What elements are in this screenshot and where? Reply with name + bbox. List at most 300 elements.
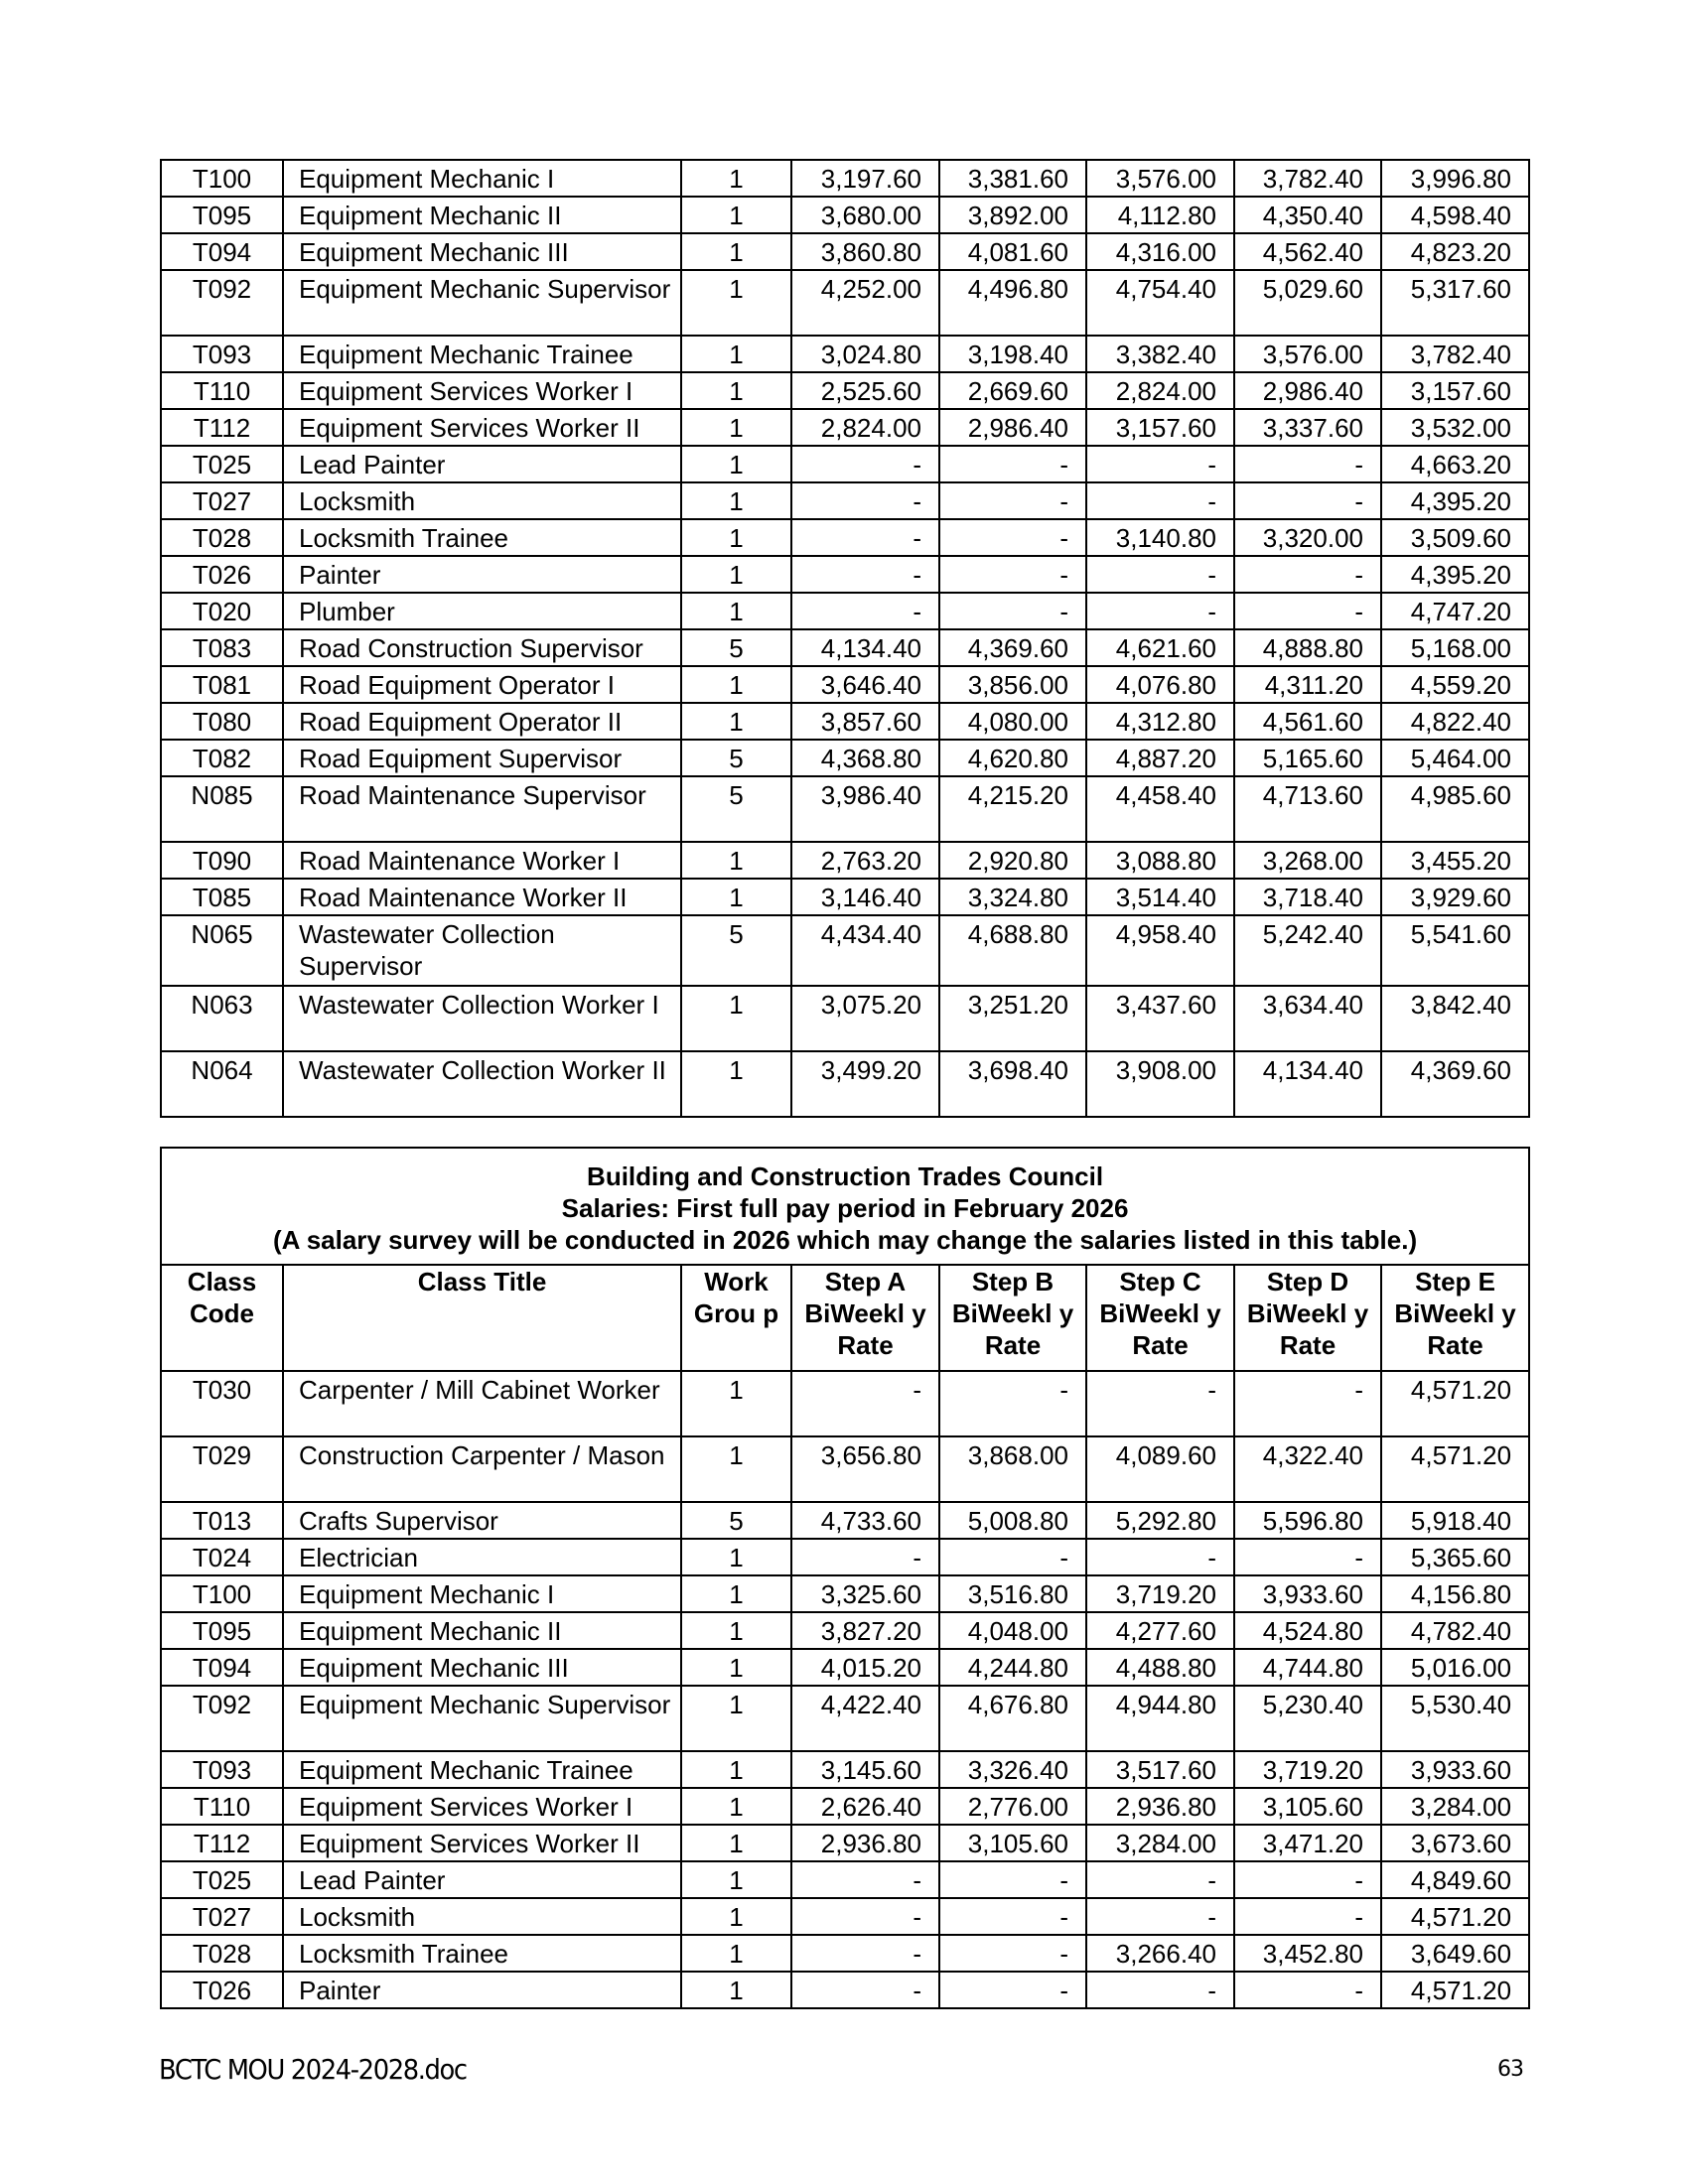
cell-work-group: 5: [681, 915, 791, 986]
cell-step-e: 4,849.60: [1381, 1861, 1529, 1898]
cell-step-c: 5,292.80: [1086, 1502, 1234, 1539]
cell-class-title: Road Maintenance Worker II: [283, 879, 681, 915]
cell-class-title: Locksmith Trainee: [283, 519, 681, 556]
cell-step-d: -: [1234, 1972, 1381, 2008]
cell-step-c: -: [1086, 1539, 1234, 1575]
cell-work-group: 1: [681, 1051, 791, 1117]
cell-work-group: 1: [681, 372, 791, 409]
cell-step-c: 3,284.00: [1086, 1825, 1234, 1861]
salary-table-feb-2026-body: [161, 1371, 1529, 2008]
cell-step-d: -: [1234, 1861, 1381, 1898]
cell-step-c: 4,944.80: [1086, 1686, 1234, 1751]
cell-step-d: 4,744.80: [1234, 1649, 1381, 1686]
cell-class-code: T030: [161, 1371, 283, 1436]
cell-step-c: 3,514.40: [1086, 879, 1234, 915]
cell-step-c: 4,112.80: [1086, 197, 1234, 233]
cell-step-d: 3,719.20: [1234, 1751, 1381, 1788]
cell-step-e: 4,822.40: [1381, 703, 1529, 740]
cell-class-title: Crafts Supervisor: [283, 1502, 681, 1539]
cell-step-c: 4,621.60: [1086, 629, 1234, 666]
table-row: [161, 1972, 1529, 2008]
cell-work-group: 1: [681, 593, 791, 629]
cell-work-group: 1: [681, 519, 791, 556]
cell-step-d: 4,888.80: [1234, 629, 1381, 666]
cell-class-title: Painter: [283, 556, 681, 593]
cell-step-b: 4,244.80: [939, 1649, 1086, 1686]
cell-class-title: Equipment Mechanic II: [283, 197, 681, 233]
cell-step-e: 4,369.60: [1381, 1051, 1529, 1117]
cell-step-e: 5,365.60: [1381, 1539, 1529, 1575]
cell-step-b: 3,856.00: [939, 666, 1086, 703]
cell-step-a: -: [791, 593, 939, 629]
cell-step-b: 5,008.80: [939, 1502, 1086, 1539]
cell-class-title: Equipment Mechanic III: [283, 1649, 681, 1686]
table-caption-row: [161, 1148, 1529, 1265]
cell-step-a: -: [791, 1371, 939, 1436]
caption-survey-note: (A salary survey will be conducted in 2026 which may change the salaries listed in this table.): [273, 1225, 1418, 1255]
cell-step-b: 4,081.60: [939, 233, 1086, 270]
cell-step-d: 3,718.40: [1234, 879, 1381, 915]
cell-step-c: 4,316.00: [1086, 233, 1234, 270]
table-row: [161, 915, 1529, 986]
cell-class-title: Equipment Mechanic Supervisor: [283, 270, 681, 336]
cell-step-a: 3,145.60: [791, 1751, 939, 1788]
cell-step-a: -: [791, 482, 939, 519]
cell-step-a: 3,499.20: [791, 1051, 939, 1117]
cell-work-group: 1: [681, 446, 791, 482]
cell-class-code: T025: [161, 1861, 283, 1898]
cell-work-group: 1: [681, 160, 791, 197]
cell-class-code: T110: [161, 1788, 283, 1825]
salary-table-continued: [160, 159, 1530, 1118]
cell-class-code: T027: [161, 482, 283, 519]
cell-step-a: 3,075.20: [791, 986, 939, 1051]
cell-step-c: 4,887.20: [1086, 740, 1234, 776]
cell-class-code: T112: [161, 409, 283, 446]
cell-work-group: 1: [681, 1751, 791, 1788]
cell-work-group: 5: [681, 629, 791, 666]
cell-step-c: -: [1086, 1898, 1234, 1935]
cell-step-d: 4,524.80: [1234, 1612, 1381, 1649]
cell-class-title: Equipment Mechanic III: [283, 233, 681, 270]
cell-step-c: 4,076.80: [1086, 666, 1234, 703]
cell-step-e: 4,747.20: [1381, 593, 1529, 629]
cell-step-b: -: [939, 556, 1086, 593]
cell-class-title: Locksmith: [283, 1898, 681, 1935]
header-step-e: Step E BiWeekl y Rate: [1381, 1265, 1529, 1371]
cell-step-b: -: [939, 593, 1086, 629]
cell-step-e: 4,782.40: [1381, 1612, 1529, 1649]
cell-class-title: Equipment Mechanic I: [283, 1575, 681, 1612]
cell-step-b: 4,496.80: [939, 270, 1086, 336]
cell-class-title: Locksmith Trainee: [283, 1935, 681, 1972]
cell-work-group: 1: [681, 1649, 791, 1686]
cell-step-a: 3,646.40: [791, 666, 939, 703]
table-row: [161, 372, 1529, 409]
cell-step-d: 3,105.60: [1234, 1788, 1381, 1825]
cell-work-group: 5: [681, 776, 791, 842]
cell-work-group: 5: [681, 1502, 791, 1539]
cell-step-b: 2,669.60: [939, 372, 1086, 409]
salary-table-continued-body: [161, 160, 1529, 1117]
cell-step-b: -: [939, 1898, 1086, 1935]
cell-step-a: -: [791, 1861, 939, 1898]
header-class-title: Class Title: [283, 1265, 681, 1371]
cell-step-e: 4,571.20: [1381, 1898, 1529, 1935]
table-row: [161, 1788, 1529, 1825]
cell-step-a: 2,763.20: [791, 842, 939, 879]
cell-step-a: 4,434.40: [791, 915, 939, 986]
table-row: [161, 336, 1529, 372]
cell-step-e: 4,571.20: [1381, 1371, 1529, 1436]
cell-step-d: 3,337.60: [1234, 409, 1381, 446]
cell-step-e: 5,317.60: [1381, 270, 1529, 336]
table-row: [161, 270, 1529, 336]
cell-step-b: 4,215.20: [939, 776, 1086, 842]
cell-step-b: -: [939, 519, 1086, 556]
cell-class-code: T092: [161, 1686, 283, 1751]
cell-step-d: 3,782.40: [1234, 160, 1381, 197]
cell-class-title: Road Equipment Supervisor: [283, 740, 681, 776]
cell-step-e: 4,571.20: [1381, 1436, 1529, 1502]
table-row: [161, 482, 1529, 519]
cell-class-code: T027: [161, 1898, 283, 1935]
cell-step-d: 4,561.60: [1234, 703, 1381, 740]
cell-step-d: 3,933.60: [1234, 1575, 1381, 1612]
cell-step-d: 5,242.40: [1234, 915, 1381, 986]
table-row: [161, 1612, 1529, 1649]
cell-step-a: 4,368.80: [791, 740, 939, 776]
cell-work-group: 1: [681, 986, 791, 1051]
table-row: [161, 666, 1529, 703]
cell-step-c: -: [1086, 556, 1234, 593]
cell-step-e: 4,663.20: [1381, 446, 1529, 482]
header-work-group: Work Grou p: [681, 1265, 791, 1371]
cell-work-group: 1: [681, 666, 791, 703]
cell-work-group: 1: [681, 1612, 791, 1649]
cell-step-e: 4,571.20: [1381, 1972, 1529, 2008]
cell-step-d: -: [1234, 1898, 1381, 1935]
cell-work-group: 1: [681, 703, 791, 740]
cell-step-b: 3,868.00: [939, 1436, 1086, 1502]
cell-work-group: 1: [681, 879, 791, 915]
cell-work-group: 5: [681, 740, 791, 776]
cell-step-b: 3,251.20: [939, 986, 1086, 1051]
cell-step-a: -: [791, 1972, 939, 2008]
cell-step-e: 4,598.40: [1381, 197, 1529, 233]
cell-step-a: 3,857.60: [791, 703, 939, 740]
cell-step-d: 3,452.80: [1234, 1935, 1381, 1972]
cell-class-title: Plumber: [283, 593, 681, 629]
table-row: [161, 842, 1529, 879]
cell-step-b: -: [939, 1861, 1086, 1898]
cell-work-group: 1: [681, 482, 791, 519]
cell-class-code: T013: [161, 1502, 283, 1539]
table-row: [161, 446, 1529, 482]
cell-step-a: 2,626.40: [791, 1788, 939, 1825]
cell-class-code: T024: [161, 1539, 283, 1575]
table-row: [161, 409, 1529, 446]
cell-class-title: Equipment Services Worker I: [283, 372, 681, 409]
cell-step-e: 3,509.60: [1381, 519, 1529, 556]
cell-work-group: 1: [681, 1935, 791, 1972]
cell-step-d: -: [1234, 593, 1381, 629]
cell-step-b: 3,892.00: [939, 197, 1086, 233]
cell-class-title: Carpenter / Mill Cabinet Worker: [283, 1371, 681, 1436]
cell-step-b: 3,381.60: [939, 160, 1086, 197]
cell-class-code: T094: [161, 233, 283, 270]
cell-class-code: T026: [161, 1972, 283, 2008]
header-class-code: Class Code: [161, 1265, 283, 1371]
cell-class-title: Equipment Mechanic Supervisor: [283, 1686, 681, 1751]
cell-work-group: 1: [681, 1972, 791, 2008]
cell-step-e: 3,842.40: [1381, 986, 1529, 1051]
table-row: [161, 740, 1529, 776]
cell-step-e: 3,996.80: [1381, 160, 1529, 197]
cell-class-title: Construction Carpenter / Mason: [283, 1436, 681, 1502]
cell-step-e: 3,933.60: [1381, 1751, 1529, 1788]
cell-step-a: 4,134.40: [791, 629, 939, 666]
cell-step-c: 4,754.40: [1086, 270, 1234, 336]
cell-step-c: -: [1086, 1972, 1234, 2008]
cell-step-a: 2,936.80: [791, 1825, 939, 1861]
cell-step-d: 4,134.40: [1234, 1051, 1381, 1117]
header-step-b: Step B BiWeekl y Rate: [939, 1265, 1086, 1371]
cell-step-e: 4,559.20: [1381, 666, 1529, 703]
table-row: [161, 703, 1529, 740]
cell-step-b: 4,048.00: [939, 1612, 1086, 1649]
cell-step-c: 3,140.80: [1086, 519, 1234, 556]
cell-step-a: 3,656.80: [791, 1436, 939, 1502]
table-row: [161, 1502, 1529, 1539]
table-row: [161, 593, 1529, 629]
cell-step-c: 3,382.40: [1086, 336, 1234, 372]
cell-step-d: 4,562.40: [1234, 233, 1381, 270]
cell-step-d: 3,634.40: [1234, 986, 1381, 1051]
cell-step-e: 5,918.40: [1381, 1502, 1529, 1539]
cell-step-c: 3,266.40: [1086, 1935, 1234, 1972]
cell-step-a: 3,680.00: [791, 197, 939, 233]
cell-step-c: 2,824.00: [1086, 372, 1234, 409]
table-row: [161, 197, 1529, 233]
table-row: [161, 1371, 1529, 1436]
cell-class-title: Wastewater Collection Supervisor: [283, 915, 681, 986]
cell-step-d: 3,268.00: [1234, 842, 1381, 879]
cell-step-e: 3,673.60: [1381, 1825, 1529, 1861]
table-row: [161, 629, 1529, 666]
cell-step-c: -: [1086, 482, 1234, 519]
cell-step-d: 4,322.40: [1234, 1436, 1381, 1502]
cell-class-code: T093: [161, 1751, 283, 1788]
cell-work-group: 1: [681, 1788, 791, 1825]
table-row: [161, 1539, 1529, 1575]
cell-step-a: 3,146.40: [791, 879, 939, 915]
cell-work-group: 1: [681, 233, 791, 270]
cell-step-a: 3,860.80: [791, 233, 939, 270]
cell-step-a: 3,325.60: [791, 1575, 939, 1612]
cell-class-code: T090: [161, 842, 283, 879]
cell-step-d: -: [1234, 556, 1381, 593]
cell-step-e: 3,532.00: [1381, 409, 1529, 446]
cell-class-code: T025: [161, 446, 283, 482]
cell-step-a: 4,422.40: [791, 1686, 939, 1751]
cell-step-d: 4,713.60: [1234, 776, 1381, 842]
cell-step-b: 4,620.80: [939, 740, 1086, 776]
table-row: [161, 1861, 1529, 1898]
cell-step-d: -: [1234, 1371, 1381, 1436]
cell-step-c: 3,908.00: [1086, 1051, 1234, 1117]
cell-work-group: 1: [681, 1861, 791, 1898]
cell-work-group: 1: [681, 1898, 791, 1935]
cell-step-b: 3,198.40: [939, 336, 1086, 372]
cell-class-code: T029: [161, 1436, 283, 1502]
cell-step-a: -: [791, 1935, 939, 1972]
cell-step-c: 4,458.40: [1086, 776, 1234, 842]
table-row: [161, 1575, 1529, 1612]
cell-step-c: 3,719.20: [1086, 1575, 1234, 1612]
cell-step-d: 4,311.20: [1234, 666, 1381, 703]
cell-class-title: Equipment Services Worker II: [283, 409, 681, 446]
cell-step-c: 3,157.60: [1086, 409, 1234, 446]
cell-step-a: -: [791, 1898, 939, 1935]
table-row: [161, 1436, 1529, 1502]
cell-step-d: -: [1234, 482, 1381, 519]
cell-class-title: Road Construction Supervisor: [283, 629, 681, 666]
table-row: [161, 879, 1529, 915]
cell-step-d: 2,986.40: [1234, 372, 1381, 409]
cell-step-c: 3,088.80: [1086, 842, 1234, 879]
cell-class-code: T028: [161, 519, 283, 556]
cell-step-c: 4,958.40: [1086, 915, 1234, 986]
cell-step-a: 3,986.40: [791, 776, 939, 842]
cell-class-code: T081: [161, 666, 283, 703]
cell-class-title: Equipment Mechanic II: [283, 1612, 681, 1649]
cell-step-e: 4,395.20: [1381, 556, 1529, 593]
header-step-a: Step A BiWeekl y Rate: [791, 1265, 939, 1371]
cell-step-e: 5,530.40: [1381, 1686, 1529, 1751]
footer-document-name: BCTC MOU 2024-2028.doc: [159, 2053, 467, 2086]
table-row: [161, 1686, 1529, 1751]
table-row: [161, 1051, 1529, 1117]
cell-class-title: Lead Painter: [283, 446, 681, 482]
table-row: [161, 1898, 1529, 1935]
cell-class-title: Equipment Mechanic Trainee: [283, 336, 681, 372]
cell-step-a: -: [791, 446, 939, 482]
cell-step-a: 3,197.60: [791, 160, 939, 197]
cell-step-b: 3,324.80: [939, 879, 1086, 915]
cell-step-c: 4,089.60: [1086, 1436, 1234, 1502]
table-row: [161, 160, 1529, 197]
cell-work-group: 1: [681, 197, 791, 233]
cell-class-title: Equipment Mechanic Trainee: [283, 1751, 681, 1788]
cell-step-a: 4,733.60: [791, 1502, 939, 1539]
cell-class-title: Road Equipment Operator I: [283, 666, 681, 703]
table-row: [161, 233, 1529, 270]
cell-step-d: 3,471.20: [1234, 1825, 1381, 1861]
cell-step-b: 3,326.40: [939, 1751, 1086, 1788]
cell-class-title: Electrician: [283, 1539, 681, 1575]
header-step-d: Step D BiWeekl y Rate: [1234, 1265, 1381, 1371]
cell-step-a: -: [791, 556, 939, 593]
cell-step-e: 4,823.20: [1381, 233, 1529, 270]
cell-step-d: 3,320.00: [1234, 519, 1381, 556]
cell-class-code: T100: [161, 160, 283, 197]
cell-class-code: T093: [161, 336, 283, 372]
cell-step-c: 3,576.00: [1086, 160, 1234, 197]
cell-class-code: T094: [161, 1649, 283, 1686]
table-caption: [161, 1148, 1529, 1265]
cell-step-a: -: [791, 1539, 939, 1575]
cell-step-d: 5,230.40: [1234, 1686, 1381, 1751]
cell-class-code: N085: [161, 776, 283, 842]
cell-step-b: 2,920.80: [939, 842, 1086, 879]
table-row: [161, 1935, 1529, 1972]
cell-step-e: 4,395.20: [1381, 482, 1529, 519]
cell-class-code: T110: [161, 372, 283, 409]
cell-step-d: 4,350.40: [1234, 197, 1381, 233]
cell-step-d: 5,596.80: [1234, 1502, 1381, 1539]
cell-work-group: 1: [681, 270, 791, 336]
cell-step-c: 4,488.80: [1086, 1649, 1234, 1686]
cell-step-b: -: [939, 446, 1086, 482]
cell-work-group: 1: [681, 1575, 791, 1612]
cell-class-code: T100: [161, 1575, 283, 1612]
cell-step-b: 2,776.00: [939, 1788, 1086, 1825]
cell-step-e: 5,016.00: [1381, 1649, 1529, 1686]
cell-class-code: T092: [161, 270, 283, 336]
cell-step-b: -: [939, 1371, 1086, 1436]
cell-class-title: Lead Painter: [283, 1861, 681, 1898]
cell-class-code: N065: [161, 915, 283, 986]
caption-council-name: Building and Construction Trades Council: [587, 1161, 1104, 1191]
cell-class-title: Equipment Mechanic I: [283, 160, 681, 197]
cell-step-c: 2,936.80: [1086, 1788, 1234, 1825]
table-row: [161, 1751, 1529, 1788]
cell-step-b: -: [939, 1972, 1086, 2008]
cell-class-code: T026: [161, 556, 283, 593]
cell-class-code: T083: [161, 629, 283, 666]
cell-step-c: 3,437.60: [1086, 986, 1234, 1051]
footer-page-number: 63: [1497, 2057, 1523, 2082]
cell-step-d: 5,029.60: [1234, 270, 1381, 336]
table-row: [161, 556, 1529, 593]
cell-step-b: -: [939, 482, 1086, 519]
table-row: [161, 1649, 1529, 1686]
cell-work-group: 1: [681, 336, 791, 372]
cell-work-group: 1: [681, 1371, 791, 1436]
cell-step-a: 4,015.20: [791, 1649, 939, 1686]
cell-class-title: Road Maintenance Supervisor: [283, 776, 681, 842]
cell-step-a: 2,525.60: [791, 372, 939, 409]
cell-step-e: 3,157.60: [1381, 372, 1529, 409]
table-row: [161, 986, 1529, 1051]
cell-step-b: 4,080.00: [939, 703, 1086, 740]
cell-step-a: -: [791, 519, 939, 556]
cell-step-d: 3,576.00: [1234, 336, 1381, 372]
cell-class-code: T080: [161, 703, 283, 740]
cell-work-group: 1: [681, 1686, 791, 1751]
cell-step-c: -: [1086, 1861, 1234, 1898]
cell-step-b: 3,698.40: [939, 1051, 1086, 1117]
cell-step-a: 3,024.80: [791, 336, 939, 372]
cell-step-a: 3,827.20: [791, 1612, 939, 1649]
cell-step-e: 3,649.60: [1381, 1935, 1529, 1972]
cell-step-e: 3,782.40: [1381, 336, 1529, 372]
cell-step-c: -: [1086, 1371, 1234, 1436]
cell-step-c: -: [1086, 446, 1234, 482]
cell-step-d: 5,165.60: [1234, 740, 1381, 776]
cell-class-code: T095: [161, 197, 283, 233]
